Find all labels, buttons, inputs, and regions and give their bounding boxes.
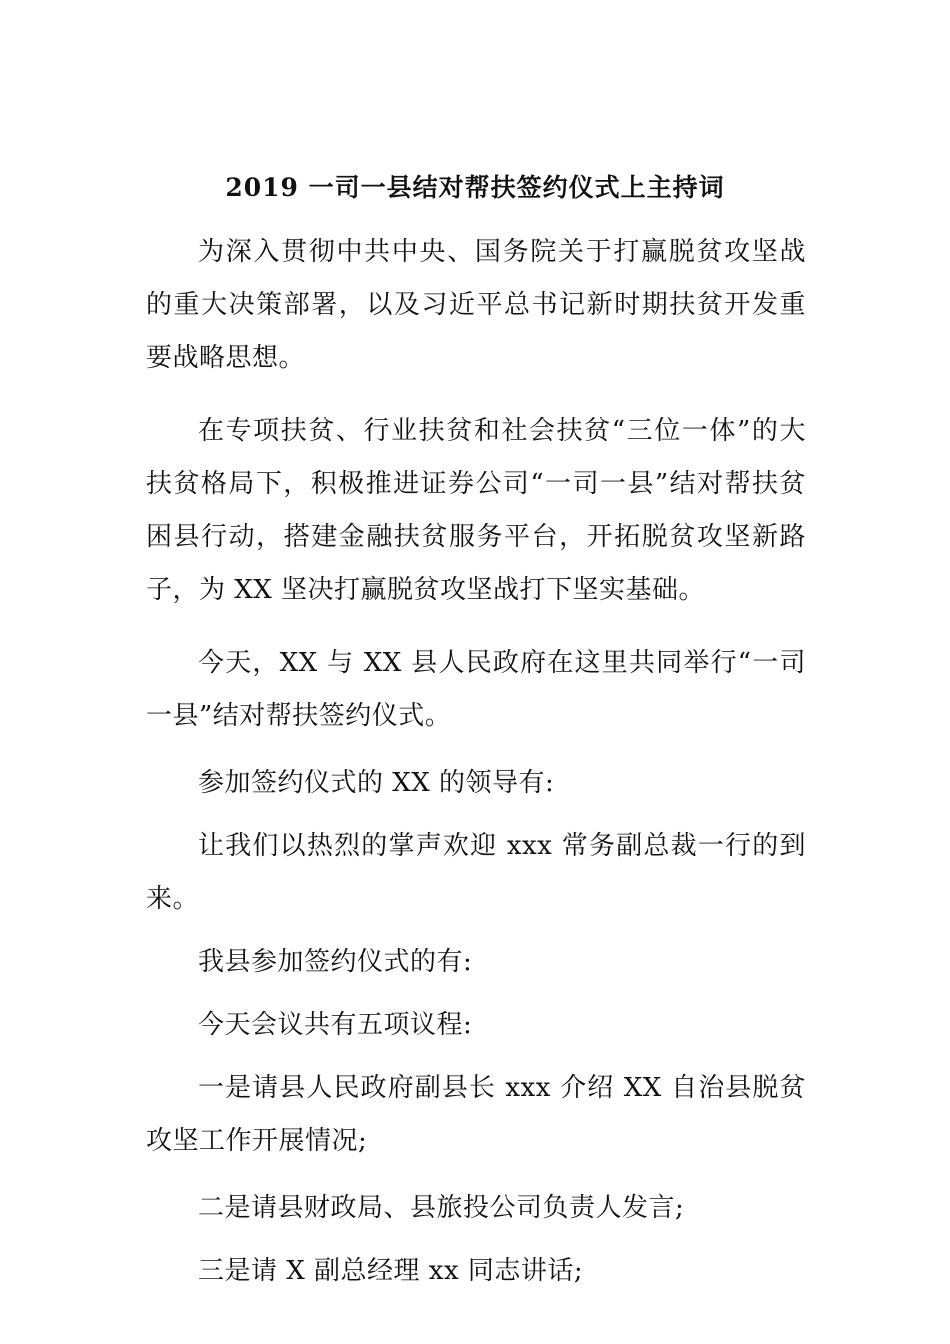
paragraph-agenda-item-3: 三是请 X 副总经理 xx 同志讲话; [198,1256,584,1286]
paragraph-welcome: 让我们以热烈的掌声欢迎 xxx 常务副总裁一行的到来。 [146,831,806,914]
document-title: 2019 一司一县结对帮扶签约仪式上主持词 [225,173,725,202]
paragraph-agenda-item-2: 二是请县财政局、县旅投公司负责人发言; [198,1193,685,1223]
paragraph-agenda-item-1: 一是请县人民政府副县长 xxx 介绍 XX 自治县脱贫攻坚工作开展情况; [146,1073,806,1156]
paragraph-agenda-intro: 今天会议共有五项议程: [198,1010,473,1040]
document-body [146,226,806,1298]
paragraph-poverty-pattern: 在专项扶贫、行业扶贫和社会扶贫“三位一体”的大扶贫格局下，积极推进证券公司“一司一县”结对帮扶贫困县行动，搭建金融扶贫服务平台，开拓脱贫攻坚新路子，为 XX 坚决打赢脱贫攻坚战打下坚实基础。 [146,416,806,605]
paragraph-leaders: 参加签约仪式的 XX 的领导有: [198,768,555,798]
paragraph-signing-today: 今天，XX 与 XX 县人民政府在这里共同举行“一司一县”结对帮扶签约仪式。 [146,648,806,731]
paragraph-county-attendees: 我县参加签约仪式的有: [198,947,473,977]
paragraph-intro: 为深入贯彻中共中央、国务院关于打赢脱贫攻坚战的重大决策部署，以及习近平总书记新时期扶贫开发重要战略思想。 [146,237,806,373]
